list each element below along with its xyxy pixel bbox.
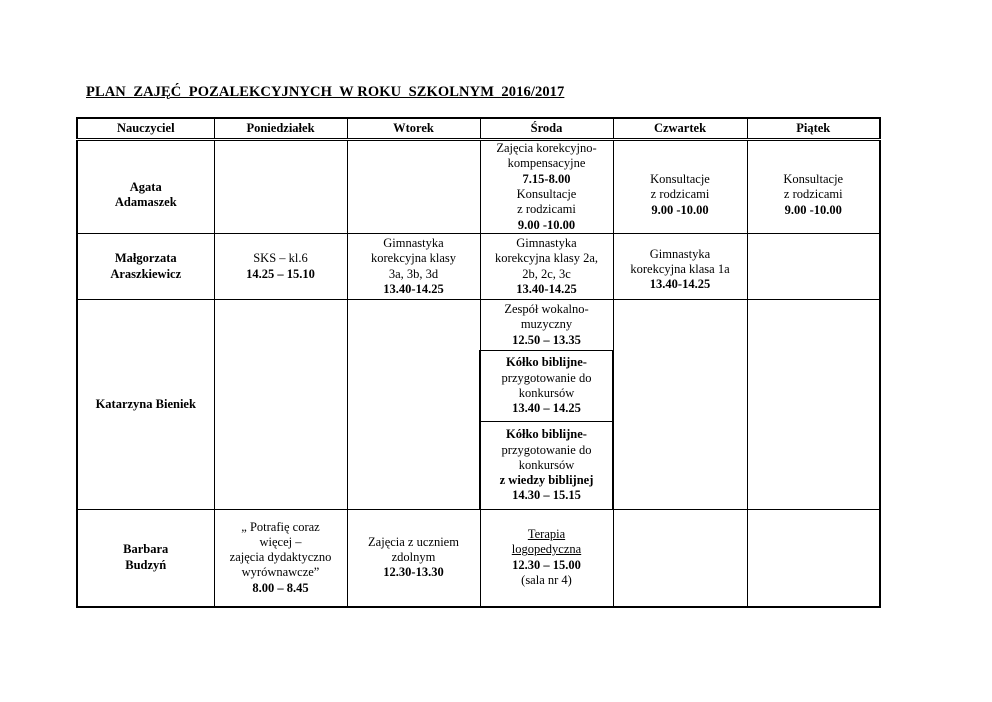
table-row (77, 140, 880, 234)
header-wtorek: Wtorek (347, 118, 480, 140)
cell-piatek (747, 140, 880, 234)
activity-text: Gimnastyka (516, 235, 577, 250)
teacher-last-name: Adamaszek (114, 195, 177, 209)
header-nauczyciel: Nauczyciel (77, 118, 214, 140)
activity-text: Kółko biblijne- (506, 355, 587, 370)
activity-time: 9.00 -10.00 (517, 217, 576, 232)
activity-text: muzyczny (520, 317, 573, 332)
cell-czwartek (613, 234, 747, 300)
activity-text: Zespół wokalno- (504, 302, 589, 317)
teacher-last-name: Araszkiewicz (110, 266, 182, 281)
cell-sroda (480, 140, 613, 234)
teacher-cell (77, 510, 214, 607)
activity-text: korekcyjna klasy 2a, (494, 251, 599, 266)
activity-text: więcej – (259, 534, 302, 549)
header-poniedzialek: Poniedziałek (214, 118, 347, 140)
activity-text: Gimnastyka (649, 246, 711, 261)
cell-sroda (480, 351, 613, 422)
activity-time: 12.30-13.30 (383, 565, 444, 580)
activity-time: 9.00 -10.00 (784, 202, 842, 217)
cell-poniedzialek (214, 300, 347, 510)
cell-poniedzialek (214, 140, 347, 234)
activity-text: Konsultacje (783, 172, 844, 187)
cell-czwartek (613, 510, 747, 607)
cell-sroda (480, 510, 613, 607)
teacher-first-name: Małgorzata (114, 251, 177, 266)
activity-text: wyrównawcze” (241, 565, 320, 580)
cell-poniedzialek (214, 510, 347, 607)
table-row (77, 510, 880, 607)
activity-time: 14.25 – 15.10 (246, 266, 315, 281)
header-czwartek: Czwartek (613, 118, 747, 140)
activity-text: z wiedzy biblijnej (499, 473, 594, 488)
cell-piatek (747, 234, 880, 300)
activity-text: konkursów (518, 457, 575, 472)
activity-text: Konsultacje (650, 172, 710, 187)
activity-time: 12.50 – 13.35 (512, 332, 581, 347)
activity-text: korekcyjna klasa 1a (630, 261, 730, 276)
cell-sroda (480, 422, 613, 510)
teacher-first-name: Agata (129, 179, 162, 194)
header-sroda: Środa (480, 118, 613, 140)
table-row (77, 300, 880, 351)
activity-text: Zajęcia z uczniem (368, 534, 459, 549)
activity-text: z rodzicami (650, 187, 710, 202)
activity-text: kompensacyjne (507, 156, 586, 171)
activity-text: logopedyczna (511, 542, 582, 557)
header-piatek: Piątek (747, 118, 880, 140)
activity-text: Gimnastyka (383, 235, 444, 250)
activity-time: 12.30 – 15.00 (512, 557, 581, 572)
cell-poniedzialek (214, 234, 347, 300)
activity-text: przygotowanie do (501, 442, 592, 457)
activity-text: konkursów (518, 386, 575, 400)
activity-text: Zajęcia korekcyjno- (496, 141, 597, 156)
cell-sroda (480, 234, 613, 300)
activity-time: 14.30 – 15.15 (512, 488, 581, 503)
activity-time: 7.15-8.00 (522, 171, 571, 186)
activity-text: zdolnym (391, 550, 436, 565)
cell-wtorek (347, 300, 480, 510)
activity-text: 2b, 2c, 3c (522, 266, 571, 281)
teacher-cell (77, 300, 214, 510)
teacher-first-name: Barbara (123, 542, 169, 557)
teacher-cell (77, 234, 214, 300)
activity-text: Terapia (527, 527, 566, 542)
cell-wtorek (347, 140, 480, 234)
activity-text: zajęcia dydaktyczno (229, 550, 332, 565)
activity-text: „ Potrafię coraz (241, 519, 320, 534)
activity-time: 13.40-14.25 (383, 281, 444, 296)
activity-text: SKS – kl.6 (253, 251, 308, 266)
activity-time: 13.40-14.25 (649, 277, 711, 292)
cell-czwartek (613, 140, 747, 234)
activity-room: (sala nr 4) (521, 573, 572, 588)
schedule-table (76, 117, 881, 608)
table-row (77, 234, 880, 300)
activity-time: 13.40 – 14.25 (512, 401, 581, 416)
activity-text: z rodzicami (517, 202, 576, 217)
activity-text: Konsultacje (516, 187, 577, 201)
activity-text: z rodzicami (783, 187, 843, 202)
cell-piatek (747, 300, 880, 510)
activity-time: 13.40-14.25 (516, 281, 577, 296)
activity-text: Kółko biblijne- (506, 427, 587, 442)
cell-piatek (747, 510, 880, 607)
activity-time: 9.00 -10.00 (651, 202, 709, 217)
page-title: PLAN ZAJĘĆ POZALEKCYJNYCH W ROKU SZKOLNYM 2016/2017 (86, 84, 565, 100)
teacher-name: Katarzyna Bieniek (95, 396, 196, 411)
activity-text: korekcyjna klasy (370, 251, 457, 266)
header-row (77, 118, 880, 140)
activity-text: 3a, 3b, 3d (388, 266, 439, 281)
teacher-cell (77, 140, 214, 234)
cell-wtorek (347, 234, 480, 300)
activity-text: przygotowanie do (501, 370, 592, 385)
cell-czwartek (613, 300, 747, 510)
cell-wtorek (347, 510, 480, 607)
activity-time: 8.00 – 8.45 (252, 580, 309, 595)
cell-sroda (480, 300, 613, 351)
teacher-last-name: Budzyń (125, 557, 167, 572)
